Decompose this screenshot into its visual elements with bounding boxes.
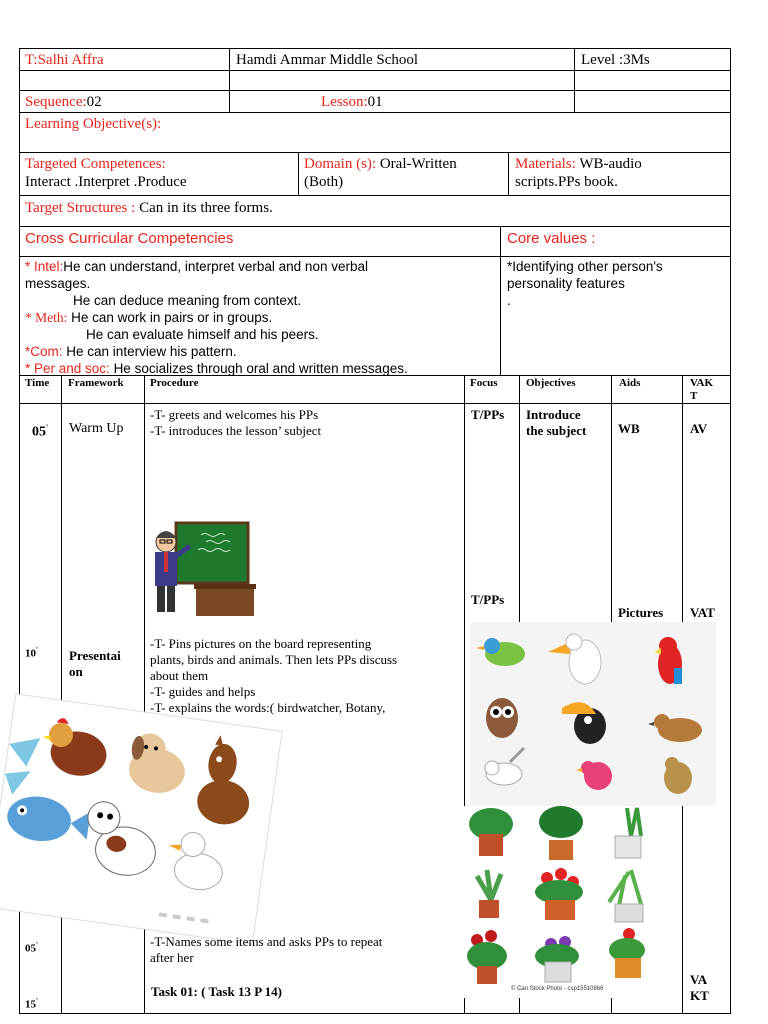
- warmup-procedure: [150, 407, 321, 439]
- warmup-aids: WB: [618, 421, 640, 436]
- header-vakt-2: T: [690, 390, 698, 402]
- header-aids: Aids: [619, 377, 641, 389]
- presentation-aids: Pictures: [618, 605, 664, 620]
- lesson: [321, 93, 383, 111]
- domain-value: Oral-Written: [379, 156, 457, 172]
- core-value-1: *Identifying other person's: [507, 259, 663, 274]
- header-focus: Focus: [470, 377, 498, 389]
- presentation-proc-1: -T- Pins pictures on the board representing: [150, 636, 372, 651]
- practice-procedure: [150, 934, 460, 966]
- practice-proc-2: after her: [150, 950, 194, 965]
- presentation-time-value: 10: [25, 647, 36, 660]
- materials-value-2: scripts.PPs book.: [515, 174, 618, 190]
- practice-proc-1: -T-Names some items and asks PPs to repeat: [150, 934, 383, 949]
- structures-value: Can in its three forms.: [139, 200, 273, 216]
- farm-animals-picture: [0, 694, 282, 943]
- presentation-framework-1: Presentai: [69, 648, 121, 663]
- targeted-value: Interact .Interpret .Produce: [25, 174, 187, 190]
- intel-text-3: He can deduce meaning from context.: [73, 293, 302, 308]
- meth-label: * Meth:: [25, 310, 68, 325]
- materials: [515, 155, 642, 191]
- intel-label: * Intel:: [25, 259, 64, 274]
- learning-objective-label: Learning Objective(s):: [25, 116, 162, 132]
- domain: [304, 155, 457, 191]
- com-text: He can interview his pattern.: [66, 344, 237, 359]
- header-procedure: Procedure: [150, 377, 199, 389]
- presentation-framework-2: on: [69, 664, 83, 679]
- presentation-focus: T/PPs: [471, 592, 505, 607]
- presentation-framework: [69, 648, 121, 680]
- header-framework: Framework: [68, 377, 124, 389]
- birds-picture: [470, 622, 716, 806]
- class-level: Level :3Ms: [581, 52, 650, 68]
- domain-value-2: (Both): [304, 174, 344, 190]
- presentation-proc-2: plants, birds and animals. Then lets PPs discuss: [150, 652, 398, 667]
- warmup-objective-2: the subject: [526, 423, 587, 438]
- teacher-name: [25, 51, 104, 69]
- per-soc-label: * Per and soc:: [25, 361, 110, 376]
- materials-value: WB-audio: [579, 156, 642, 172]
- warmup-time-value: 05: [32, 424, 46, 440]
- practice-time-1-mark: ': [36, 941, 38, 949]
- header-vakt: [690, 377, 713, 403]
- task-01: Task 01: ( Task 13 P 14): [151, 984, 283, 999]
- presentation-proc-3: about them: [150, 668, 209, 683]
- warmup-focus: T/PPs: [471, 407, 505, 422]
- lesson-label: Lesson:: [321, 94, 368, 110]
- warmup-time: [32, 420, 48, 441]
- per-soc-text: He socializes through oral and written messages.: [113, 361, 408, 376]
- target-structures: [25, 199, 273, 217]
- presentation-vak: VAT: [690, 605, 715, 620]
- core-value-3: .: [507, 293, 511, 308]
- warmup-framework: Warm Up: [69, 421, 124, 436]
- meth-text-2: He can evaluate himself and his peers.: [86, 327, 319, 342]
- header-time: Time: [25, 377, 50, 389]
- presentation-proc-5: -T- explains the words:( birdwatcher, Botany,: [150, 700, 386, 715]
- materials-label: Materials:: [515, 156, 576, 172]
- warmup-time-mark: ': [46, 423, 49, 432]
- practice-vak: [690, 972, 709, 1004]
- warmup-objective-1: Introduce: [526, 407, 581, 422]
- warmup-proc-2: -T- introduces the lesson’ subject: [150, 423, 322, 438]
- warmup-proc-1: -T- greets and welcomes his PPs: [150, 407, 319, 422]
- practice-vak-2: KT: [690, 988, 709, 1003]
- practice-vak-1: VA: [690, 972, 708, 987]
- lesson-value: 01: [367, 94, 383, 110]
- cross-curricular-title: Cross Curricular Competencies: [25, 230, 234, 247]
- intel-text: He can understand, interpret verbal and non verbal: [63, 259, 368, 274]
- teacher-blackboard-picture: [146, 520, 256, 618]
- core-values-title: Core values :: [507, 230, 596, 247]
- core-value-2: personality features: [507, 276, 625, 291]
- sequence-label: Sequence:: [25, 94, 87, 110]
- domain-label: Domain (s):: [304, 156, 377, 172]
- header-vakt-1: VAK: [690, 377, 714, 389]
- core-values-list: [507, 258, 727, 309]
- presentation-procedure: [150, 636, 460, 732]
- targeted-competences: [25, 155, 187, 191]
- teacher-value: Salhi Affra: [37, 52, 104, 68]
- practice-time-1-value: 05: [25, 942, 36, 955]
- practice-time-1: [25, 941, 38, 955]
- warmup-objective: [526, 407, 586, 439]
- sequence-value: 02: [86, 94, 102, 110]
- practice-time-2: [25, 997, 38, 1011]
- stock-watermark: © Can Stock Photo - csp15510866: [511, 986, 604, 992]
- meth-text: He can work in pairs or in groups.: [71, 310, 273, 325]
- practice-time-2-value: 15: [25, 998, 36, 1011]
- cross-curricular-list: [25, 258, 499, 377]
- presentation-proc-4: -T- guides and helps: [150, 684, 256, 699]
- intel-text-2: messages.: [25, 276, 91, 291]
- teacher-label: T:: [25, 52, 38, 68]
- presentation-time: [25, 646, 38, 660]
- school-name: Hamdi Ammar Middle School: [236, 52, 419, 68]
- structures-label: Target Structures :: [25, 200, 136, 216]
- targeted-label: Targeted Competences:: [25, 156, 166, 172]
- header-objectives: Objectives: [526, 377, 576, 389]
- presentation-time-mark: ': [36, 646, 38, 654]
- sequence: [25, 93, 102, 111]
- com-label: *Com:: [25, 344, 63, 359]
- warmup-vak: AV: [690, 421, 708, 436]
- practice-time-2-mark: ': [36, 997, 38, 1005]
- plants-picture: [457, 806, 657, 998]
